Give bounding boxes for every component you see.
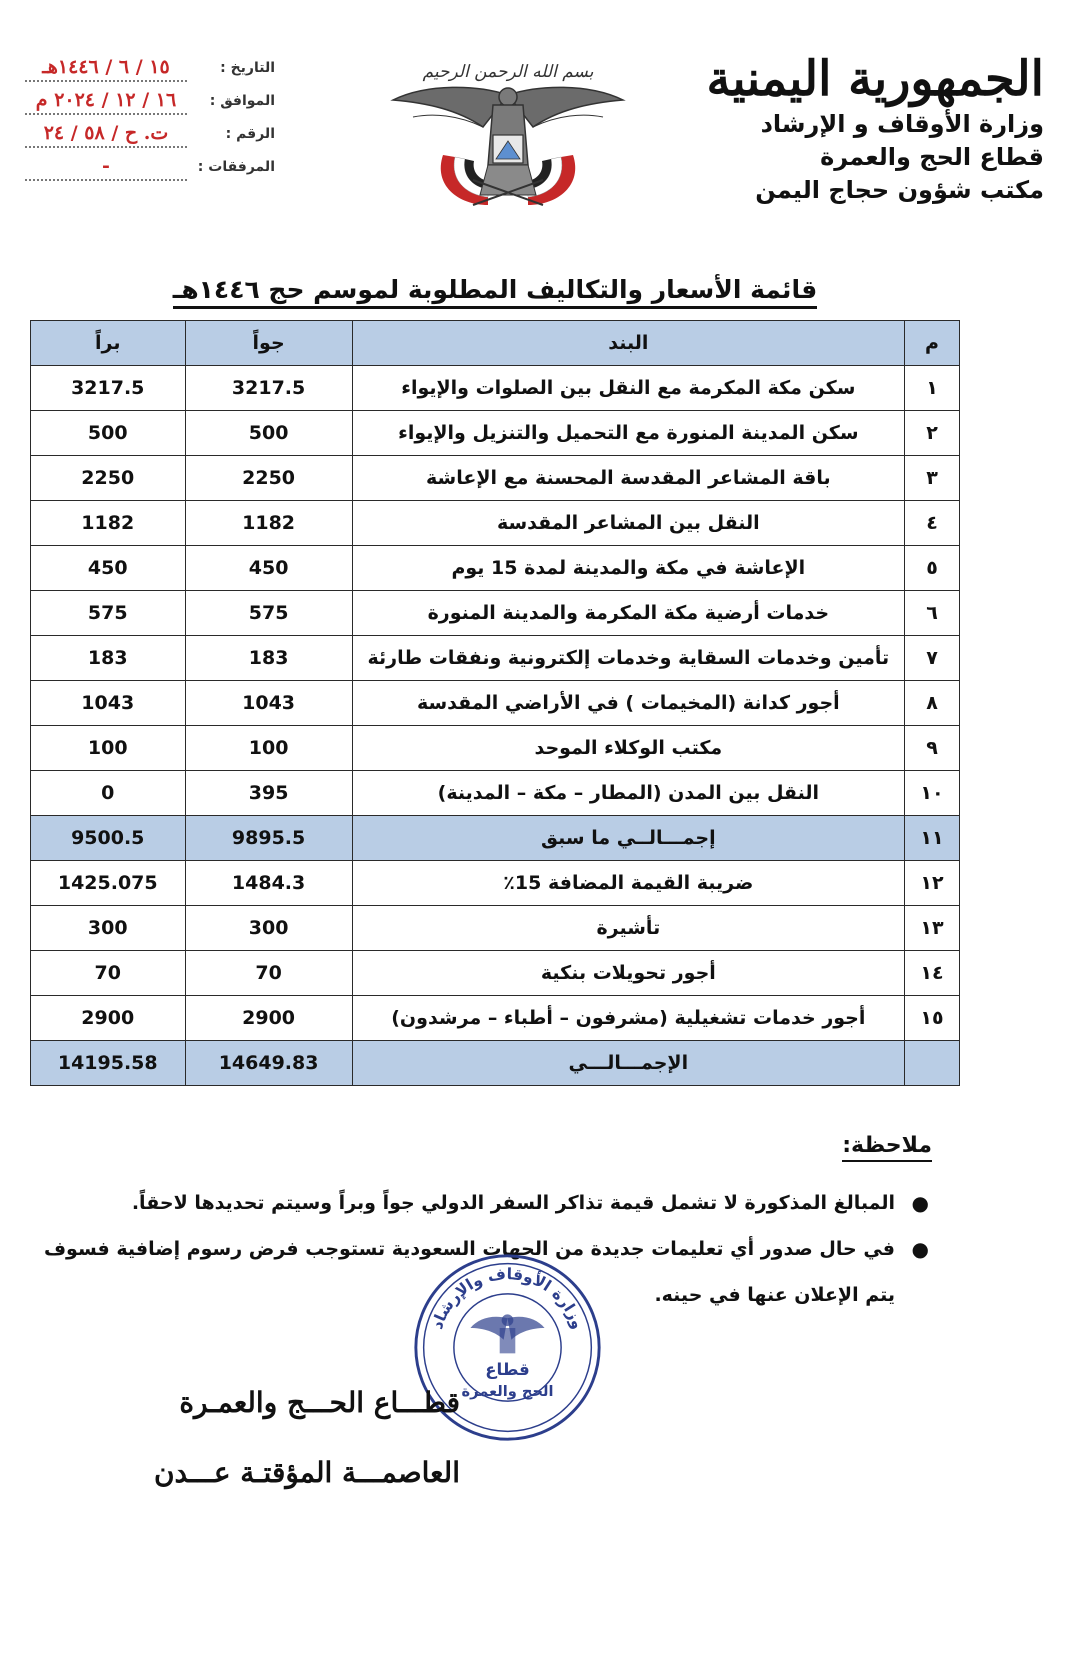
row-item: سكن مكة المكرمة مع النقل بين الصلوات والإيواء bbox=[352, 366, 904, 411]
row-air-cost: 300 bbox=[185, 906, 352, 951]
table-header-row bbox=[31, 321, 960, 366]
row-land-cost: 450 bbox=[31, 546, 186, 591]
row-number: ٤ bbox=[904, 501, 959, 546]
row-air-cost: 100 bbox=[185, 726, 352, 771]
row-air-cost: 2250 bbox=[185, 456, 352, 501]
bullet-icon: ● bbox=[911, 1237, 929, 1261]
row-number bbox=[904, 1041, 959, 1086]
row-air-cost: 3217.5 bbox=[185, 366, 352, 411]
row-item: أجور خدمات تشغيلية (مشرفون – أطباء – مرشدون) bbox=[352, 996, 904, 1041]
signature-block bbox=[110, 1368, 460, 1508]
row-land-cost: 9500.5 bbox=[31, 816, 186, 861]
row-number: ١٤ bbox=[904, 951, 959, 996]
row-number: ١٢ bbox=[904, 861, 959, 906]
stamp-bottom-text: الحج والعمرة bbox=[461, 1383, 554, 1401]
row-land-cost: 100 bbox=[31, 726, 186, 771]
organization-block bbox=[684, 50, 1044, 207]
row-number: ١ bbox=[904, 366, 959, 411]
stamp-top-text: وزارة الأوقاف والإرشاد bbox=[428, 1264, 587, 1332]
meta-label: الموافق : bbox=[209, 93, 275, 109]
bullet-icon: ● bbox=[911, 1191, 929, 1215]
row-air-cost: 395 bbox=[185, 771, 352, 816]
row-air-cost: 183 bbox=[185, 636, 352, 681]
row-air-cost: 2900 bbox=[185, 996, 352, 1041]
row-item: ضريبة القيمة المضافة 15٪ bbox=[352, 861, 904, 906]
row-item: النقل بين المدن (المطار – مكة – المدينة) bbox=[352, 771, 904, 816]
row-land-cost: 1182 bbox=[31, 501, 186, 546]
row-item: خدمات أرضية مكة المكرمة والمدينة المنورة bbox=[352, 591, 904, 636]
signature-sector: قطـــاع الحـــج والعمـرة bbox=[179, 1386, 460, 1419]
letterhead bbox=[0, 0, 1080, 250]
row-item: الإجمـــالـــي bbox=[352, 1041, 904, 1086]
row-number: ٧ bbox=[904, 636, 959, 681]
table-row bbox=[31, 366, 960, 411]
row-number: ١٠ bbox=[904, 771, 959, 816]
office-name: مكتب شؤون حجاج اليمن bbox=[755, 176, 1044, 204]
table-row bbox=[31, 771, 960, 816]
sector-name: قطاع الحج والعمرة bbox=[820, 143, 1044, 171]
meta-value: ١٦ / ١٢ / ٢٠٢٤ م bbox=[25, 89, 187, 115]
table-row bbox=[31, 681, 960, 726]
row-number: ٥ bbox=[904, 546, 959, 591]
row-item: الإعاشة في مكة والمدينة لمدة 15 يوم bbox=[352, 546, 904, 591]
row-air-cost: 1043 bbox=[185, 681, 352, 726]
row-item: النقل بين المشاعر المقدسة bbox=[352, 501, 904, 546]
signature-city: العاصمـــة المؤقتـة عـــدن bbox=[153, 1456, 460, 1489]
row-land-cost: 300 bbox=[31, 906, 186, 951]
table-row bbox=[31, 411, 960, 456]
table-row bbox=[31, 546, 960, 591]
document-title bbox=[170, 275, 820, 304]
table-total-row bbox=[31, 816, 960, 861]
row-item: تأمين وخدمات السقاية وخدمات إلكترونية ونفقات طارئة bbox=[352, 636, 904, 681]
price-table bbox=[30, 320, 960, 1086]
row-number: ١٣ bbox=[904, 906, 959, 951]
stamp-middle-text: قطاع bbox=[485, 1359, 530, 1379]
yemen-emblem-icon bbox=[388, 55, 628, 215]
row-air-cost: 1484.3 bbox=[185, 861, 352, 906]
note-item bbox=[25, 1180, 945, 1226]
header-num: م bbox=[904, 321, 959, 366]
meta-attachments bbox=[25, 155, 275, 188]
meta-value: ت. ح / ٥٨ / ٢٤ bbox=[25, 122, 187, 148]
table-row bbox=[31, 636, 960, 681]
row-land-cost: 70 bbox=[31, 951, 186, 996]
table-body bbox=[31, 366, 960, 1086]
meta-label: التاريخ : bbox=[220, 60, 275, 76]
row-land-cost: 3217.5 bbox=[31, 366, 186, 411]
document-meta bbox=[25, 56, 275, 188]
republic-name: الجمهورية اليمنية bbox=[706, 51, 1044, 107]
row-item: مكتب الوكلاء الموحد bbox=[352, 726, 904, 771]
header-item: البند bbox=[352, 321, 904, 366]
table-row bbox=[31, 906, 960, 951]
row-item: أجور كدانة (المخيمات ) في الأراضي المقدسة bbox=[352, 681, 904, 726]
meta-label: المرفقات : bbox=[197, 159, 275, 175]
table-row bbox=[31, 501, 960, 546]
meta-number bbox=[25, 122, 275, 155]
meta-date bbox=[25, 56, 275, 89]
note-text: في حال صدور أي تعليمات جديدة من الجهات السعودية تستوجب فرض رسوم إضافية فسوف يتم الإعلان عنها في حينه. bbox=[43, 1238, 895, 1306]
meta-label: الرقم : bbox=[225, 126, 275, 142]
row-number: ٢ bbox=[904, 411, 959, 456]
row-land-cost: 2900 bbox=[31, 996, 186, 1041]
row-land-cost: 2250 bbox=[31, 456, 186, 501]
ministry-name: وزارة الأوقاف و الإرشاد bbox=[760, 110, 1044, 138]
row-number: ٦ bbox=[904, 591, 959, 636]
table-row bbox=[31, 996, 960, 1041]
row-land-cost: 14195.58 bbox=[31, 1041, 186, 1086]
row-item: أجور تحويلات بنكية bbox=[352, 951, 904, 996]
table-row bbox=[31, 591, 960, 636]
table-row bbox=[31, 861, 960, 906]
note-text: المبالغ المذكورة لا تشمل قيمة تذاكر السفر الدولي جواً وبراً وسيتم تحديدها لاحقاً. bbox=[131, 1192, 895, 1214]
header-air: جواً bbox=[185, 321, 352, 366]
row-air-cost: 450 bbox=[185, 546, 352, 591]
emblem-basmala: بسم الله الرحمن الرحيم bbox=[422, 62, 594, 82]
row-item: تأشيرة bbox=[352, 906, 904, 951]
row-air-cost: 9895.5 bbox=[185, 816, 352, 861]
meta-gregorian-date bbox=[25, 89, 275, 122]
header-land: براً bbox=[31, 321, 186, 366]
row-item: إجمـــالــي ما سبق bbox=[352, 816, 904, 861]
notes-title: ملاحظة: bbox=[842, 1133, 932, 1162]
row-item: باقة المشاعر المقدسة المحسنة مع الإعاشة bbox=[352, 456, 904, 501]
table-row bbox=[31, 456, 960, 501]
row-number: ٣ bbox=[904, 456, 959, 501]
row-number: ١١ bbox=[904, 816, 959, 861]
table-row bbox=[31, 951, 960, 996]
document-title-text: قائمة الأسعار والتكاليف المطلوبة لموسم حج ١٤٤٦هـ bbox=[173, 275, 817, 309]
row-land-cost: 183 bbox=[31, 636, 186, 681]
row-number: ٩ bbox=[904, 726, 959, 771]
row-number: ١٥ bbox=[904, 996, 959, 1041]
row-number: ٨ bbox=[904, 681, 959, 726]
row-air-cost: 500 bbox=[185, 411, 352, 456]
table-total-row bbox=[31, 1041, 960, 1086]
row-air-cost: 1182 bbox=[185, 501, 352, 546]
row-item: سكن المدينة المنورة مع التحميل والتنزيل والإيواء bbox=[352, 411, 904, 456]
meta-value: - bbox=[25, 155, 187, 181]
row-land-cost: 1043 bbox=[31, 681, 186, 726]
row-land-cost: 575 bbox=[31, 591, 186, 636]
row-land-cost: 500 bbox=[31, 411, 186, 456]
row-land-cost: 0 bbox=[31, 771, 186, 816]
row-land-cost: 1425.075 bbox=[31, 861, 186, 906]
row-air-cost: 575 bbox=[185, 591, 352, 636]
meta-value: ١٥ / ٦ / ١٤٤٦هـ bbox=[25, 56, 187, 82]
row-air-cost: 70 bbox=[185, 951, 352, 996]
row-air-cost: 14649.83 bbox=[185, 1041, 352, 1086]
table-row bbox=[31, 726, 960, 771]
